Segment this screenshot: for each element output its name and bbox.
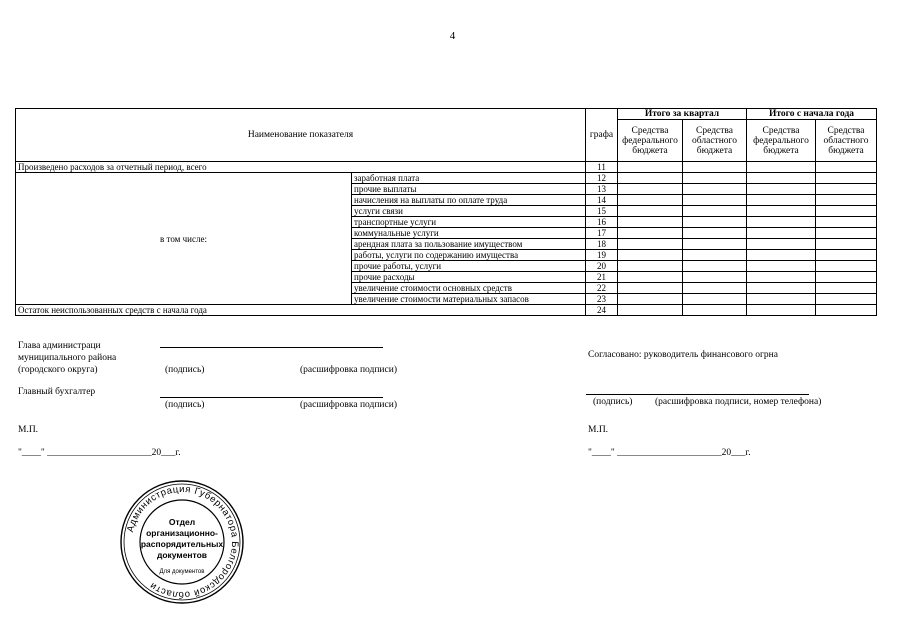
row-label: Остаток неиспользованных средств с начала года <box>16 305 586 316</box>
value-cell <box>816 261 877 272</box>
row-label: начисления на выплаты по оплате труда <box>352 195 586 206</box>
stamp-line-2: организационно- <box>146 528 218 538</box>
value-cell <box>683 294 747 305</box>
date-right: "____" ______________________20___г. <box>588 448 751 458</box>
row-code: 16 <box>586 217 618 228</box>
value-cell <box>816 283 877 294</box>
stamp-bottom-text: Для документов <box>159 569 205 575</box>
value-cell <box>618 195 683 206</box>
value-cell <box>816 239 877 250</box>
value-cell <box>618 228 683 239</box>
agreed-signature-hint: (подпись) <box>593 397 633 407</box>
value-cell <box>618 294 683 305</box>
row-code: 11 <box>586 162 618 173</box>
header-regional-quarter: Средства областного бюджета <box>683 120 747 162</box>
table-row <box>16 173 877 184</box>
value-cell <box>618 173 683 184</box>
head-decode-hint: (расшифровка подписи) <box>300 365 397 375</box>
value-cell <box>747 184 816 195</box>
head-signature-line <box>160 347 383 348</box>
mp-right: М.П. <box>588 425 609 435</box>
row-code: 18 <box>586 239 618 250</box>
accountant-signature-line <box>160 397 383 398</box>
row-code: 13 <box>586 184 618 195</box>
value-cell <box>747 173 816 184</box>
header-regional-year: Средства областного бюджета <box>816 120 877 162</box>
row-label: прочие работы, услуги <box>352 261 586 272</box>
header-federal-year: Средства федерального бюджета <box>747 120 816 162</box>
value-cell <box>816 250 877 261</box>
value-cell <box>618 250 683 261</box>
value-cell <box>747 239 816 250</box>
value-cell <box>683 250 747 261</box>
mp-left: М.П. <box>18 425 39 435</box>
row-code: 23 <box>586 294 618 305</box>
head-title-line2: муниципального района <box>18 353 117 363</box>
row-label: увеличение стоимости материальных запасов <box>352 294 586 305</box>
row-label: работы, услуги по содержанию имущества <box>352 250 586 261</box>
row-label: прочие выплаты <box>352 184 586 195</box>
agreed-text: Согласовано: руководитель финансового огрна <box>588 350 778 360</box>
value-cell <box>816 228 877 239</box>
value-cell <box>618 184 683 195</box>
value-cell <box>816 184 877 195</box>
value-cell <box>747 294 816 305</box>
header-indicator: Наименование показателя <box>16 109 586 162</box>
value-cell <box>816 195 877 206</box>
stamp-line-4: документов <box>156 550 208 560</box>
value-cell <box>747 272 816 283</box>
value-cell <box>618 206 683 217</box>
row-label: коммунальные услуги <box>352 228 586 239</box>
value-cell <box>683 195 747 206</box>
accountant-signature-hint: (подпись) <box>165 400 205 410</box>
row-code: 20 <box>586 261 618 272</box>
row-code: 19 <box>586 250 618 261</box>
header-quarter-total: Итого за квартал <box>618 109 747 120</box>
value-cell <box>747 217 816 228</box>
group-label: в том числе: <box>16 173 352 305</box>
value-cell <box>683 239 747 250</box>
row-code: 22 <box>586 283 618 294</box>
agreed-signature-line <box>586 394 809 395</box>
value-cell <box>618 239 683 250</box>
row-label: заработная плата <box>352 173 586 184</box>
date-left: "____" ______________________20___г. <box>18 448 181 458</box>
value-cell <box>618 217 683 228</box>
stamp-ring-text: Администрация Губернатора Белгородской области <box>125 483 241 601</box>
value-cell <box>747 250 816 261</box>
row-label: транспортные услуги <box>352 217 586 228</box>
value-cell <box>816 217 877 228</box>
value-cell <box>747 261 816 272</box>
accountant-decode-hint: (расшифровка подписи) <box>300 400 397 410</box>
row-label: Произведено расходов за отчетный период, всего <box>16 162 586 173</box>
row-code: 14 <box>586 195 618 206</box>
value-cell <box>816 294 877 305</box>
value-cell <box>618 261 683 272</box>
row-code: 24 <box>586 305 618 316</box>
head-title-line3: (городского округа) <box>18 365 98 375</box>
row-label: услуги связи <box>352 206 586 217</box>
value-cell <box>618 272 683 283</box>
accountant-title: Главный бухгалтер <box>18 387 96 397</box>
value-cell <box>683 283 747 294</box>
value-cell <box>683 272 747 283</box>
value-cell <box>747 206 816 217</box>
value-cell <box>816 173 877 184</box>
stamp-line-3: распорядительных <box>140 539 224 549</box>
head-title-line1: Глава администраци <box>18 341 101 351</box>
header-year-total: Итого с начала года <box>747 109 877 120</box>
value-cell <box>683 217 747 228</box>
stamp-line-1: Отдел <box>168 517 196 527</box>
value-cell <box>683 261 747 272</box>
row-code: 15 <box>586 206 618 217</box>
header-federal-quarter: Средства федерального бюджета <box>618 120 683 162</box>
row-label: увеличение стоимости основных средств <box>352 283 586 294</box>
value-cell <box>816 272 877 283</box>
value-cell <box>747 283 816 294</box>
department-stamp <box>118 478 246 606</box>
value-cell <box>683 173 747 184</box>
expense-table <box>15 108 877 316</box>
table-row-total <box>16 162 877 173</box>
value-cell <box>683 184 747 195</box>
head-signature-hint: (подпись) <box>165 365 205 375</box>
value-cell <box>683 228 747 239</box>
row-code: 21 <box>586 272 618 283</box>
agreed-decode-hint: (расшифровка подписи, номер телефона) <box>655 397 822 407</box>
header-column: графа <box>586 109 618 162</box>
row-label: прочие расходы <box>352 272 586 283</box>
value-cell <box>747 228 816 239</box>
row-code: 17 <box>586 228 618 239</box>
page-number: 4 <box>449 30 456 42</box>
value-cell <box>816 206 877 217</box>
value-cell <box>747 195 816 206</box>
row-label: арендная плата за пользование имуществом <box>352 239 586 250</box>
value-cell <box>683 206 747 217</box>
row-code: 12 <box>586 173 618 184</box>
value-cell <box>618 283 683 294</box>
table-row-remainder <box>16 305 877 316</box>
